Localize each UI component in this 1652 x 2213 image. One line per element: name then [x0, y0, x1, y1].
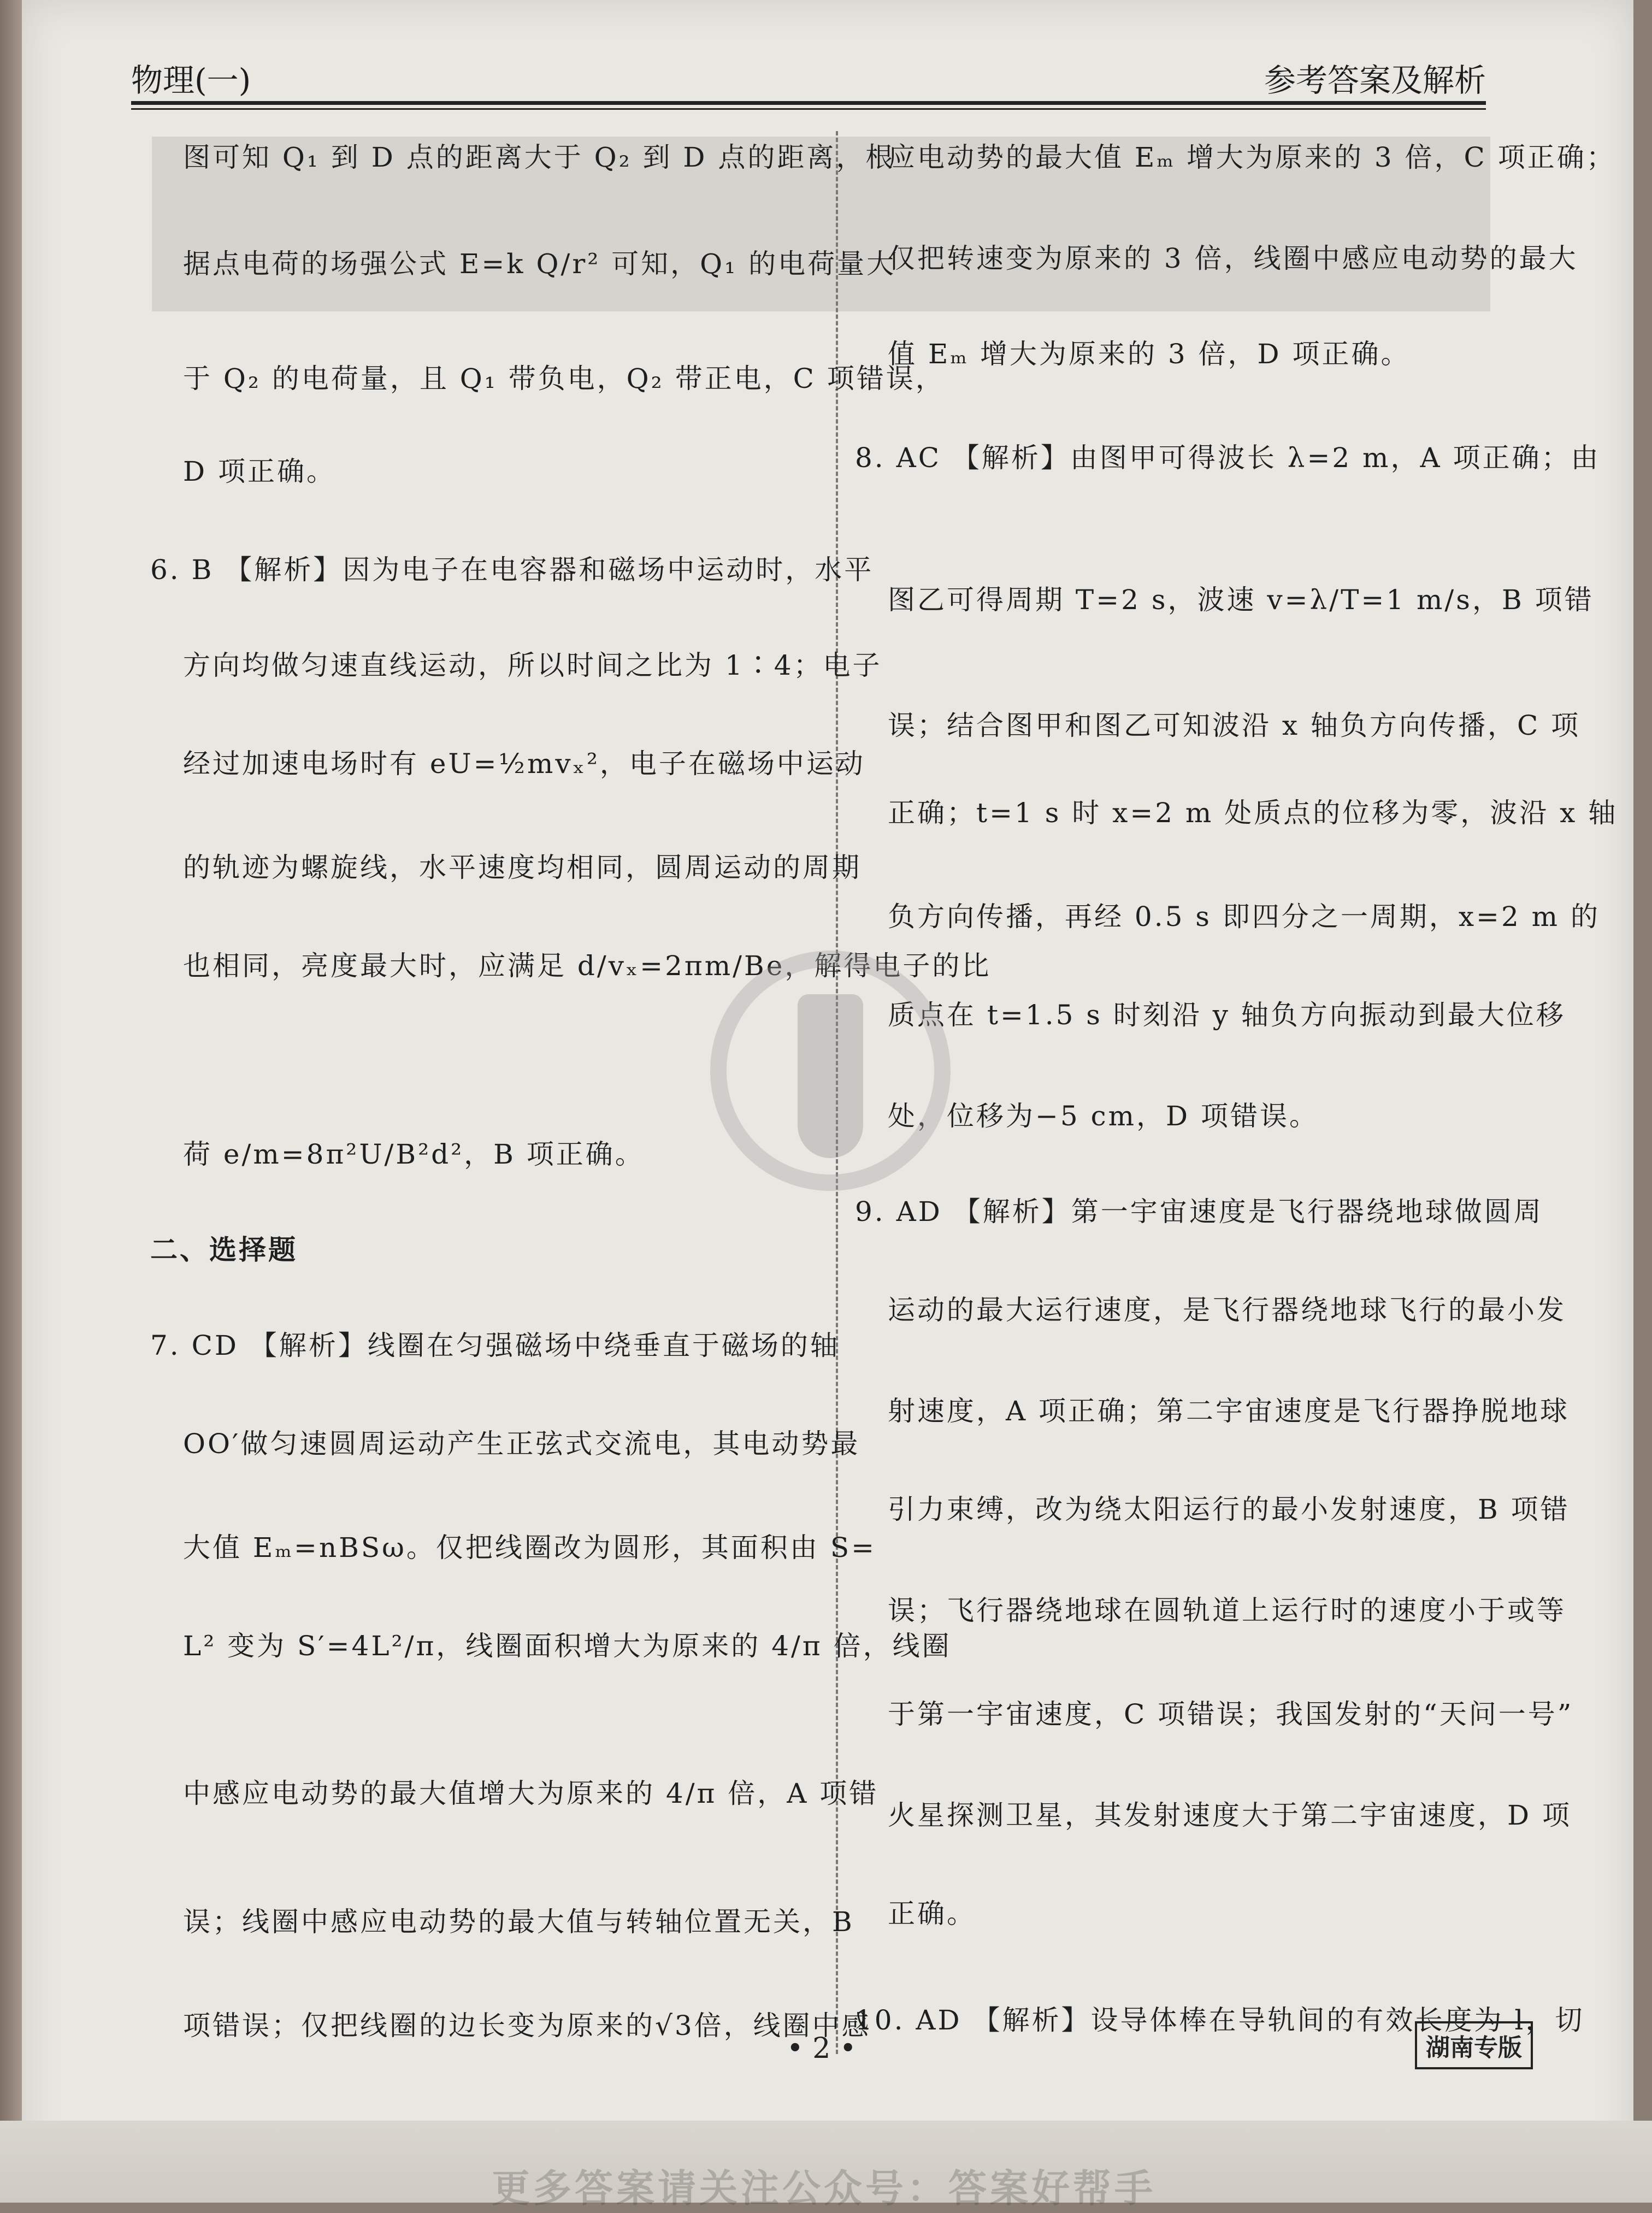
page-number: • 2 • — [787, 2032, 857, 2065]
text-line: L² 变为 S′=4L²/π，线圈面积增大为原来的 4/π 倍，线圈 — [183, 1630, 952, 1662]
text-line: 应电动势的最大值 Eₘ 增大为原来的 3 倍，C 项正确； — [888, 141, 1616, 173]
text-line: 射速度，A 项正确；第二宇宙速度是飞行器挣脱地球 — [888, 1395, 1570, 1427]
page-header — [131, 44, 1486, 109]
watermark-pen-icon — [798, 994, 863, 1158]
text-line: 9. AD 【解析】第一宇宙速度是飞行器绕地球做圆周 — [855, 1196, 1543, 1228]
footer-bleedthrough-text: 更多答案请关注公众号：答案好帮手 — [492, 2166, 1156, 2211]
text-line: 误；结合图甲和图乙可知波沿 x 轴负方向传播，C 项 — [888, 710, 1581, 741]
section-heading: 二、选择题 — [150, 1234, 298, 1266]
text-line: 正确；t=1 s 时 x=2 m 处质点的位移为零，波沿 x 轴 — [888, 797, 1618, 829]
text-line: 据点电荷的场强公式 E=k Q/r² 可知，Q₁ 的电荷量大 — [183, 248, 896, 280]
text-line: 也相同，亮度最大时，应满足 d/vₓ=2πm/Be，解得电子的比 — [183, 950, 992, 982]
text-line: 误；线圈中感应电动势的最大值与转轴位置无关，B — [183, 1906, 854, 1938]
text-line: 图乙可得周期 T=2 s，波速 v=λ/T=1 m/s，B 项错 — [888, 584, 1594, 616]
text-line: 图可知 Q₁ 到 D 点的距离大于 Q₂ 到 D 点的距离，根 — [183, 141, 895, 173]
text-line: 项错误；仅把线圈的边长变为原来的√3倍，线圈中感 — [183, 2010, 871, 2041]
text-line: OO′做匀速圆周运动产生正弦式交流电，其电动势最 — [183, 1428, 860, 1460]
text-line: 方向均做匀速直线运动，所以时间之比为 1∶4；电子 — [183, 650, 882, 681]
text-line: 10. AD 【解析】设导体棒在导轨间的有效长度为 l，切 — [855, 2004, 1585, 2036]
text-line: 值 Eₘ 增大为原来的 3 倍，D 项正确。 — [888, 338, 1411, 370]
text-line: 负方向传播，再经 0.5 s 即四分之一周期，x=2 m 的 — [888, 901, 1600, 933]
text-line: 于 Q₂ 的电荷量，且 Q₁ 带负电，Q₂ 带正电，C 项错误， — [183, 363, 945, 394]
text-line: D 项正确。 — [183, 456, 336, 487]
text-line: 运动的最大运行速度，是飞行器绕地球飞行的最小发 — [888, 1294, 1566, 1326]
text-line: 6. B 【解析】因为电子在电容器和磁场中运动时，水平 — [150, 554, 874, 586]
text-line: 大值 Eₘ=nBSω。仅把线圈改为圆形，其面积由 S= — [183, 1532, 876, 1563]
edition-badge: 湖南专版 — [1415, 2021, 1533, 2069]
text-line: 仅把转速变为原来的 3 倍，线圈中感应电动势的最大 — [888, 243, 1578, 274]
text-line: 正确。 — [888, 1898, 976, 1929]
header-rule-thick — [131, 101, 1486, 105]
text-line: 7. CD 【解析】线圈在匀强磁场中绕垂直于磁场的轴 — [150, 1330, 840, 1361]
text-line: 8. AC 【解析】由图甲可得波长 λ=2 m，A 项正确；由 — [855, 442, 1601, 474]
header-subject: 物理(一) — [131, 62, 251, 99]
text-line: 火星探测卫星，其发射速度大于第二宇宙速度，D 项 — [888, 1799, 1572, 1831]
text-line: 质点在 t=1.5 s 时刻沿 y 轴负方向振动到最大位移 — [888, 999, 1566, 1031]
text-line: 荷 e/m=8π²U/B²d²，B 项正确。 — [183, 1138, 645, 1170]
header-rule-thin — [131, 108, 1486, 110]
text-line: 于第一宇宙速度，C 项错误；我国发射的“天问一号” — [888, 1698, 1574, 1730]
text-line: 中感应电动势的最大值增大为原来的 4/π 倍，A 项错 — [183, 1778, 879, 1809]
text-line: 误；飞行器绕地球在圆轨道上运行时的速度小于或等 — [888, 1595, 1566, 1626]
text-line: 处，位移为−5 cm，D 项错误。 — [888, 1100, 1319, 1132]
header-title: 参考答案及解析 — [1264, 62, 1486, 99]
text-line: 的轨迹为螺旋线，水平速度均相同，圆周运动的周期 — [183, 852, 862, 883]
text-line: 经过加速电场时有 eU=½mvₓ²，电子在磁场中运动 — [183, 748, 865, 780]
watermark-logo-icon — [710, 951, 951, 1191]
text-line: 引力束缚，改为绕太阳运行的最小发射速度，B 项错 — [888, 1494, 1570, 1525]
